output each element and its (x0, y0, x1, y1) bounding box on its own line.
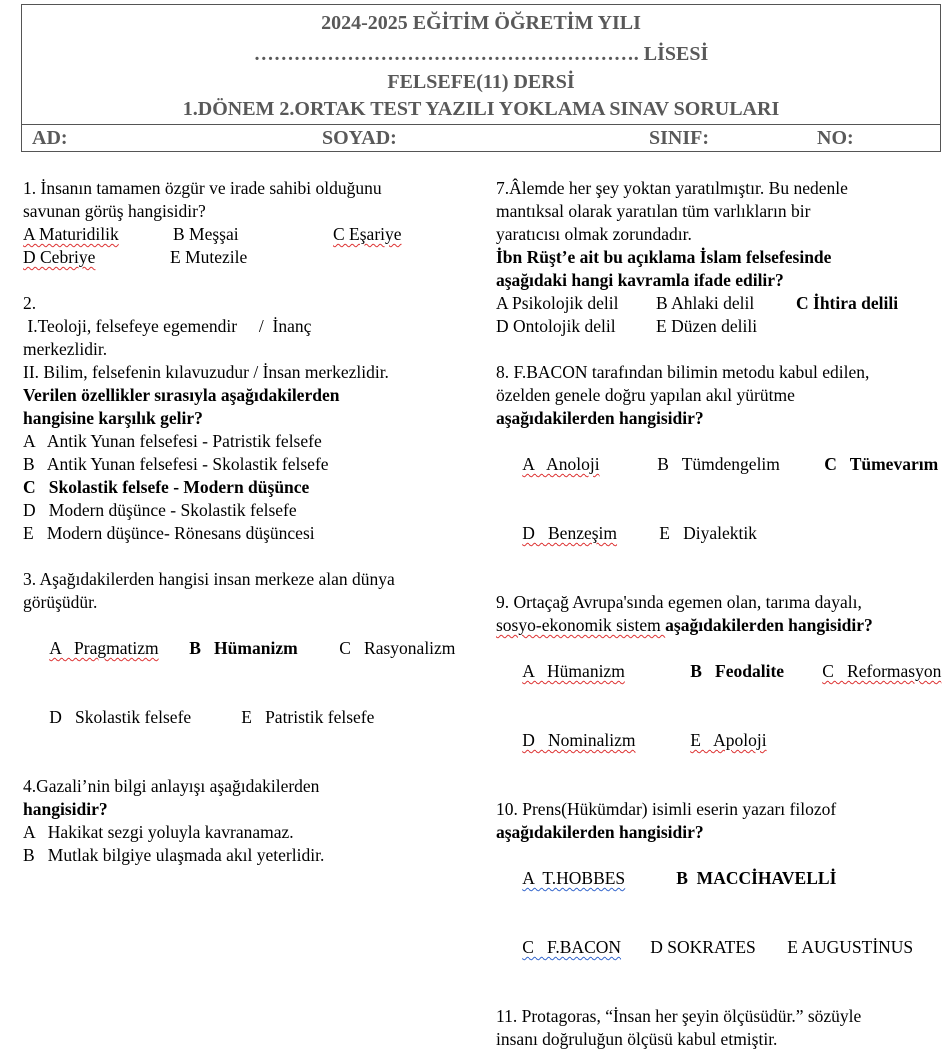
q10-option-b[interactable]: B MACCİHAVELLİ (676, 868, 837, 888)
exam-line: 1.DÖNEM 2.ORTAK TEST YAZILI YOKLAMA SINAV SORULARI (182, 98, 780, 120)
q1-option-a[interactable]: A Maturidilik (23, 224, 119, 244)
q9-option-e[interactable]: E Apoloji (690, 730, 767, 750)
q4-option-a[interactable]: A Hakikat sezgi yoluyla kavranamaz. (23, 822, 294, 842)
q3-option-a[interactable]: A Pragmatizm (49, 638, 159, 658)
q8-option-d[interactable]: D Benzeşim (522, 523, 618, 543)
q7-option-c[interactable]: C İhtira delili (796, 293, 899, 313)
q1-option-e[interactable]: E Mutezile (170, 247, 248, 267)
exam-header (21, 4, 941, 152)
q4-option-b[interactable]: B Mutlak bilgiye ulaşmada akıl yeterlidir. (23, 845, 325, 865)
q9-option-a[interactable]: A Hümanizm (522, 661, 625, 681)
question-11: 11. Protagoras, “İnsan her şeyin ölçüsüdür.” sözüyle insanı doğruluğun ölçüsü kabul etmiştir. (496, 1006, 862, 1049)
course-line: FELSEFE(11) DERSİ (387, 71, 575, 93)
q2-option-d[interactable]: D Modern düşünce - Skolastik felsefe (23, 500, 297, 520)
q10-option-d[interactable]: D SOKRATES (650, 937, 756, 957)
school-line: …………………………………………………. LİSESİ (253, 43, 709, 65)
q9-option-d[interactable]: D Nominalizm (522, 730, 636, 750)
q1-option-d[interactable]: D Cebriye (23, 247, 96, 267)
q3-option-d[interactable]: D Skolastik felsefe (49, 707, 192, 727)
question-10: 10. Prens(Hükümdar) isimli eserin yazarı filozof aşağıdakilerden hangisidir? A T.HOBBES B MACCİHAVELLİ C F.BACON D SOKRATES E AUGUSTİNUS (496, 799, 914, 957)
q8-option-c[interactable]: C Tümevarım (824, 454, 939, 474)
question-3: 3. Aşağıdakilerden hangisi insan merkeze alan dünya görüşüdür. A Pragmatizm B Hümanizm C Rasyonalizm D Skolastik felsefe E Patristik felsefe (23, 569, 456, 727)
question-2: 2. I.Teoloji, felsefeye egemendir / İnanç merkezlidir. II. Bilim, felsefenin kılavuzudur / İnsan merkezlidir. Verilen özellikler sırasıyla aşağıdakilerden hangisine karşılık gelir? A Antik Yunan felsefesi - Patristik felsefe B Antik Yunan felsefesi - Skolastik felsefe C Skolastik felsefe - Modern düşünce D Modern düşünce - Skolastik felsefe E Modern düşünce- Rönesans düşüncesi (23, 292, 473, 545)
q7-option-d[interactable]: D Ontolojik delil (496, 316, 616, 336)
q1-option-b[interactable]: B Meşşai (173, 224, 239, 244)
q9-option-c[interactable]: C Reformasyon (822, 661, 942, 681)
q8-option-b[interactable]: B Tümdengelim (657, 454, 780, 474)
q7-option-b[interactable]: B Ahlaki delil (656, 293, 755, 313)
q10-option-a[interactable]: A T.HOBBES (522, 868, 626, 888)
q2-option-a[interactable]: A Antik Yunan felsefesi - Patristik felsefe (23, 431, 322, 451)
question-9: 9. Ortaçağ Avrupa'sında egemen olan, tarıma dayalı, sosyo-ekonomik sistem aşağıdakilerden hangisidir? A Hümanizm B Feodalite C Reformasyon D Nominalizm E Apoloji (496, 592, 942, 750)
q9-option-b[interactable]: B Feodalite (690, 661, 785, 681)
surname-field[interactable]: SOYAD: (322, 127, 397, 149)
name-field[interactable]: AD: (32, 127, 68, 149)
class-field[interactable]: SINIF: (649, 127, 710, 149)
q3-option-b[interactable]: B Hümanizm (189, 638, 298, 658)
q1-option-c[interactable]: C Eşariye (333, 224, 402, 244)
q7-option-e[interactable]: E Düzen delili (656, 316, 758, 336)
q8-option-e[interactable]: E Diyalektik (659, 523, 757, 543)
right-column (496, 177, 946, 1051)
left-column (23, 177, 473, 867)
q8-option-a[interactable]: A Anoloji (522, 454, 600, 474)
q10-option-c[interactable]: C F.BACON (522, 937, 622, 957)
student-info-row (22, 124, 940, 153)
q2-option-c[interactable]: C Skolastik felsefe - Modern düşünce (23, 477, 310, 497)
q3-option-e[interactable]: E Patristik felsefe (241, 707, 375, 727)
question-7: 7.Âlemde her şey yoktan yaratılmıştır. Bu nedenle mantıksal olarak yaratılan tüm varlıkların bir yaratıcısı olmak zorundadır. İbn Rüşt’e ait bu açıklama İslam felsefesinde aşağıdaki hangi kavramla ifade edilir? A Psikolojik delil B Ahlaki delil C İhtira delili D Ontolojik delil E Düzen delili (496, 178, 899, 336)
year-line: 2024-2025 EĞİTİM ÖĞRETİM YILI (321, 12, 641, 34)
q2-option-b[interactable]: B Antik Yunan felsefesi - Skolastik felsefe (23, 454, 329, 474)
question-1: 1. İnsanın tamamen özgür ve irade sahibi olduğunu savunan görüş hangisidir? A Maturidilik B Meşşai C Eşariye D Cebriye E Mutezile (23, 178, 402, 267)
q2-option-e[interactable]: E Modern düşünce- Rönesans düşüncesi (23, 523, 315, 543)
question-8: 8. F.BACON tarafından bilimin metodu kabul edilen, özelden genele doğru yapılan akıl yürütme aşağıdakilerden hangisidir? A Anoloji B Tümdengelim C Tümevarım D Benzeşim E Diyalektik (496, 362, 939, 543)
number-field[interactable]: NO: (817, 127, 854, 149)
q10-option-e[interactable]: E AUGUSTİNUS (787, 937, 914, 957)
q3-option-c[interactable]: C Rasyonalizm (339, 638, 456, 658)
question-4: 4.Gazali’nin bilgi anlayışı aşağıdakilerden hangisidir? A Hakikat sezgi yoluyla kavranamaz. B Mutlak bilgiye ulaşmada akıl yeterlidir. (23, 775, 473, 867)
q7-option-a[interactable]: A Psikolojik delil (496, 293, 619, 313)
